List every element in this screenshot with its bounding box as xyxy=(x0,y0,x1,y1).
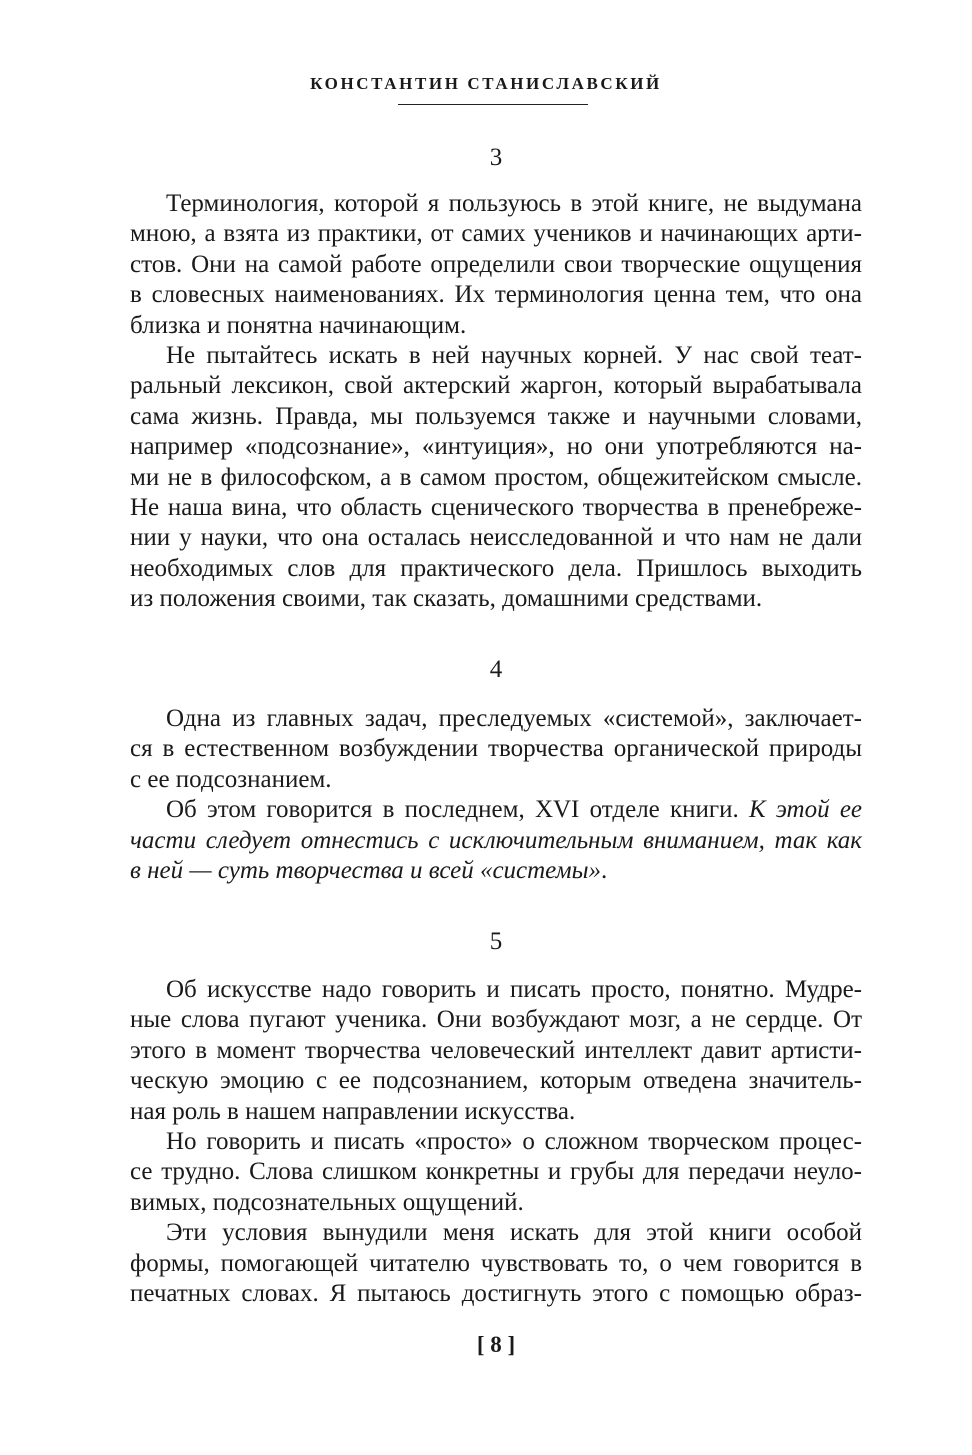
text-line: формы, помогающей читателю чувствовать то, о чем говорится в xyxy=(130,1249,862,1277)
text-line: сама жизнь. Правда, мы пользуемся также и научными словами, xyxy=(130,402,862,430)
text-line-mixed xyxy=(130,856,862,886)
text-line-italic xyxy=(130,826,862,856)
text-line: вимых, подсознательных ощущений. xyxy=(130,1188,524,1216)
section-4-text xyxy=(130,704,862,886)
text-line: Не пытайтесь искать в ней научных корней. У нас свой теат- xyxy=(166,341,862,369)
emphasis-text: части следует отнестись с исключительным вниманием, так как xyxy=(130,826,862,854)
text-line: ческую эмоцию с ее подсознанием, которым отведена значитель- xyxy=(130,1067,862,1095)
text-line: ся в естественном возбуждении творчества органической природы xyxy=(130,735,862,763)
text-line: Терминология, которой я пользуюсь в этой книге, не выдумана xyxy=(166,190,862,217)
emphasis-text: в ней — суть творчества и всей «системы» xyxy=(130,856,602,884)
section-3-text xyxy=(130,189,862,614)
text-line: Но говорить и писать «просто» о сложном творческом процес- xyxy=(166,1127,862,1155)
text-line: нии у науки, что она осталась неисследованной и что нам не дали xyxy=(130,524,862,552)
running-head: КОНСТАНТИН СТАНИСЛАВСКИЙ xyxy=(310,74,662,93)
text-line: Об искусстве надо говорить и писать просто, понятно. Мудре- xyxy=(166,976,862,1003)
section-number-4: 4 xyxy=(489,656,503,683)
text-line: ральный лексикон, свой актерский жаргон, который вырабатывала xyxy=(130,372,862,400)
text-line: Не наша вина, что область сценического творчества в пренебреже- xyxy=(130,493,862,521)
text-line: в словесных наименованиях. Их терминология ценна тем, что она xyxy=(130,281,862,309)
text-line: печатных словах. Я пытаюсь достигнуть этого с помощью образ- xyxy=(130,1279,862,1307)
header-rule xyxy=(398,104,588,105)
text-line: из положения своими, так сказать, домашними средствами. xyxy=(130,585,763,613)
section-number-5: 5 xyxy=(489,928,503,955)
text-line: например «подсознание», «интуиция», но они употребляются на- xyxy=(130,433,862,461)
text-line: с ее подсознанием. xyxy=(130,765,332,793)
text-line-mixed xyxy=(130,795,862,825)
plain-text: Об этом говорится в последнем, XVI отделе книги. xyxy=(166,796,739,824)
text-line: ми не в философском, а в самом простом, общежитейском смысле. xyxy=(130,463,862,491)
text-line: мною, а взята из практики, от самих учеников и начинающих арти- xyxy=(130,220,862,248)
text-line: необходимых слов для практического дела. Пришлось выходить xyxy=(130,554,862,582)
text-line: ные слова пугают ученика. Они возбуждают мозг, а не сердце. От xyxy=(130,1006,862,1034)
text-line: Одна из главных задач, преследуемых «системой», заключает- xyxy=(166,705,862,732)
section-number-3: 3 xyxy=(489,144,503,171)
text-line: близка и понятна начинающим. xyxy=(130,311,467,339)
text-line: этого в момент творчества человеческий интеллект давит артисти- xyxy=(130,1036,862,1064)
text-line: Эти условия вынудили меня искать для этой книги особой xyxy=(166,1219,862,1247)
text-line: се трудно. Слова слишком конкретны и грубы для передачи неуло- xyxy=(130,1158,862,1186)
text-line: стов. Они на самой работе определили свои творческие ощущения xyxy=(130,250,862,278)
page-number: [ 8 ] xyxy=(476,1332,516,1357)
section-5-text xyxy=(130,975,862,1309)
plain-text: . xyxy=(601,856,608,884)
text-line: ная роль в нашем направлении искусства. xyxy=(130,1097,576,1125)
emphasis-text: К этой ее xyxy=(749,796,863,824)
